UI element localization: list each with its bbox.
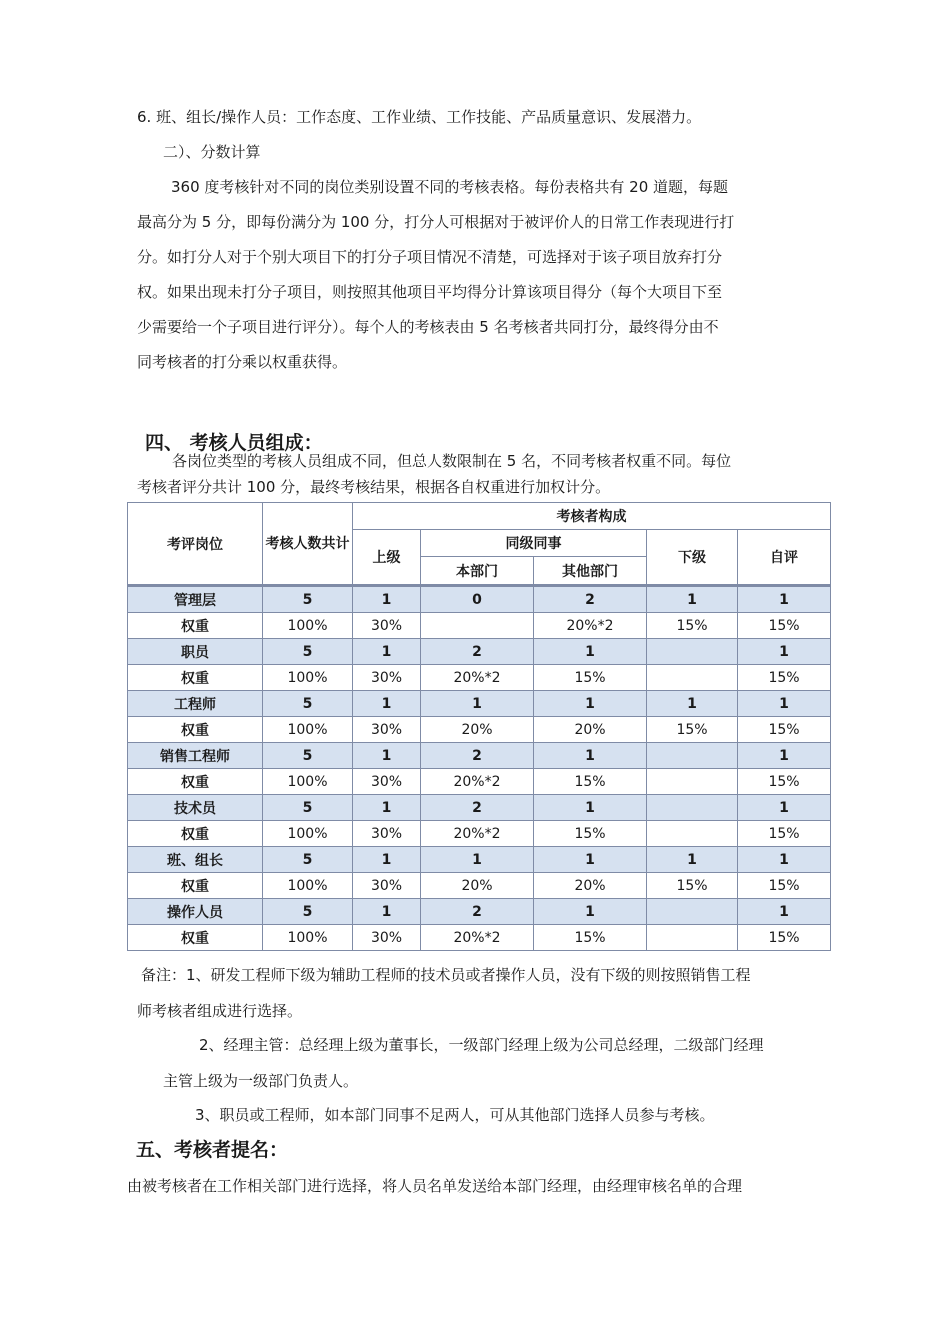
table-cell: 1	[738, 847, 831, 873]
table-cell: 15%	[534, 665, 647, 691]
table-cell: 30%	[353, 821, 421, 847]
note-1: 备注：1、研发工程师下级为辅助工程师的技术员或者操作人员，没有下级的则按照销售工程	[141, 966, 751, 984]
table-cell: 100%	[263, 821, 353, 847]
table-cell: 1	[738, 795, 831, 821]
table-cell: 30%	[353, 873, 421, 899]
table-cell: 100%	[263, 769, 353, 795]
table-cell: 班、组长	[128, 847, 263, 873]
table-row-role	[128, 743, 831, 769]
table-row-role	[128, 847, 831, 873]
table-cell: 20%*2	[421, 821, 534, 847]
table-cell: 1	[534, 691, 647, 717]
table-cell	[647, 769, 738, 795]
table-cell: 2	[421, 743, 534, 769]
table-cell: 权重	[128, 665, 263, 691]
header-self: 自评	[738, 530, 831, 586]
table-cell: 15%	[534, 925, 647, 951]
section-4-desc: 各岗位类型的考核人员组成不同，但总人数限制在 5 名，不同考核者权重不同。每位	[172, 452, 732, 470]
table-row-weight	[128, 925, 831, 951]
table-cell: 操作人员	[128, 899, 263, 925]
table-cell: 职员	[128, 639, 263, 665]
table-cell: 15%	[738, 925, 831, 951]
table-cell: 管理层	[128, 586, 263, 613]
table-cell: 30%	[353, 665, 421, 691]
header-superior: 上级	[353, 530, 421, 586]
note-2: 2、经理主管：总经理上级为董事长，一级部门经理上级为公司总经理，二级部门经理	[199, 1036, 764, 1054]
evaluator-composition-table	[127, 502, 831, 951]
table-cell: 15%	[647, 717, 738, 743]
table-cell: 15%	[738, 665, 831, 691]
note-3: 3、职员或工程师，如本部门同事不足两人，可从其他部门选择人员参与考核。	[195, 1106, 715, 1124]
table-row-weight	[128, 665, 831, 691]
table-cell: 销售工程师	[128, 743, 263, 769]
table-cell: 1	[353, 847, 421, 873]
table-cell: 5	[263, 847, 353, 873]
table-cell: 20%*2	[421, 665, 534, 691]
table-cell: 1	[738, 639, 831, 665]
table-row-role	[128, 691, 831, 717]
section-5-text: 由被考核者在工作相关部门进行选择，将人员名单发送给本部门经理，由经理审核名单的合理	[127, 1177, 743, 1195]
table-cell: 30%	[353, 925, 421, 951]
table-row-role	[128, 639, 831, 665]
table-cell: 1	[353, 795, 421, 821]
table-cell: 1	[534, 899, 647, 925]
table-cell: 2	[534, 586, 647, 613]
table-cell: 1	[353, 691, 421, 717]
table-row-role	[128, 899, 831, 925]
table-cell: 5	[263, 639, 353, 665]
table-cell: 100%	[263, 613, 353, 639]
table-cell: 15%	[647, 613, 738, 639]
table-cell	[647, 925, 738, 951]
table-cell	[647, 639, 738, 665]
para-line: 同考核者的打分乘以权重获得。	[137, 353, 348, 371]
table-cell: 1	[534, 847, 647, 873]
subheading-score-calc: 二）、分数计算	[163, 143, 261, 161]
table-cell: 1	[647, 847, 738, 873]
table-cell: 15%	[534, 769, 647, 795]
note-1-cont: 师考核者组成进行选择。	[137, 1002, 303, 1020]
table-cell: 15%	[738, 613, 831, 639]
table-cell: 20%*2	[421, 925, 534, 951]
note-2-cont: 主管上级为一级部门负责人。	[163, 1072, 359, 1090]
table-cell: 1	[534, 639, 647, 665]
table-cell: 5	[263, 795, 353, 821]
table-cell: 1	[647, 691, 738, 717]
table-cell: 30%	[353, 769, 421, 795]
table-cell	[647, 795, 738, 821]
table-cell: 5	[263, 586, 353, 613]
table-cell: 30%	[353, 613, 421, 639]
table-cell: 权重	[128, 769, 263, 795]
section-4-desc: 考核者评分共计 100 分，最终考核结果，根据各自权重进行加权计分。	[137, 478, 611, 496]
table-cell: 1	[534, 743, 647, 769]
table-cell: 2	[421, 795, 534, 821]
header-peer: 同级同事	[421, 530, 647, 557]
table-cell: 20%*2	[534, 613, 647, 639]
header-group: 考核者构成	[353, 503, 831, 530]
table-row-role	[128, 795, 831, 821]
table-cell	[647, 899, 738, 925]
table-cell: 15%	[534, 821, 647, 847]
header-other-dept: 其他部门	[534, 557, 647, 586]
para-line: 少需要给一个子项目进行评分）。每个人的考核表由 5 名考核者共同打分，最终得分由不	[137, 318, 719, 336]
section-4-title: 四、 考核人员组成：	[145, 432, 323, 454]
table-cell: 权重	[128, 873, 263, 899]
table-cell: 0	[421, 586, 534, 613]
table-cell: 1	[647, 586, 738, 613]
table-cell: 1	[353, 743, 421, 769]
table-cell	[647, 743, 738, 769]
para-line: 360 度考核针对不同的岗位类别设置不同的考核表格。每份表格共有 20 道题，每题	[171, 178, 729, 196]
table-row-role	[128, 586, 831, 613]
table-cell	[421, 613, 534, 639]
table-cell: 权重	[128, 717, 263, 743]
table-cell: 1	[738, 899, 831, 925]
table-cell: 100%	[263, 873, 353, 899]
table-cell: 1	[421, 847, 534, 873]
table-cell: 1	[738, 743, 831, 769]
table-cell: 1	[738, 691, 831, 717]
table-cell: 100%	[263, 925, 353, 951]
para-line: 分。如打分人对于个别大项目下的打分子项目情况不清楚，可选择对于该子项目放弃打分	[137, 248, 723, 266]
item-6: 6. 班、组长/操作人员：工作态度、工作业绩、工作技能、产品质量意识、发展潜力。	[137, 108, 702, 126]
table-cell: 工程师	[128, 691, 263, 717]
table-cell: 20%	[534, 717, 647, 743]
table-cell: 15%	[738, 873, 831, 899]
table-body	[128, 586, 831, 951]
para-line: 权。如果出现未打分子项目，则按照其他项目平均得分计算该项目得分（每个大项目下至	[137, 283, 723, 301]
header-position: 考评岗位	[128, 503, 263, 586]
table-cell: 1	[534, 795, 647, 821]
table-cell: 技术员	[128, 795, 263, 821]
para-line: 最高分为 5 分，即每份满分为 100 分，打分人可根据对于被评价人的日常工作表现进行打	[137, 213, 735, 231]
table-cell: 1	[353, 899, 421, 925]
table-cell: 15%	[738, 769, 831, 795]
table-cell	[647, 665, 738, 691]
table-cell: 20%	[421, 717, 534, 743]
header-total: 考核人数共计	[263, 503, 353, 586]
table-cell: 1	[353, 586, 421, 613]
table-cell: 20%*2	[421, 769, 534, 795]
table-cell: 权重	[128, 821, 263, 847]
table-cell: 1	[738, 586, 831, 613]
table-cell: 2	[421, 639, 534, 665]
section-5-title: 五、考核者提名：	[136, 1139, 289, 1161]
table-cell: 20%	[421, 873, 534, 899]
table-cell: 5	[263, 899, 353, 925]
table-cell: 20%	[534, 873, 647, 899]
table-cell: 权重	[128, 613, 263, 639]
table-cell: 30%	[353, 717, 421, 743]
table-cell: 15%	[738, 821, 831, 847]
table-row-weight	[128, 769, 831, 795]
table-cell: 5	[263, 691, 353, 717]
table-row-weight	[128, 717, 831, 743]
table-row-weight	[128, 613, 831, 639]
table-cell: 1	[353, 639, 421, 665]
table-row-weight	[128, 873, 831, 899]
table-cell: 15%	[738, 717, 831, 743]
table-cell: 100%	[263, 665, 353, 691]
table-cell: 1	[421, 691, 534, 717]
table-cell: 100%	[263, 717, 353, 743]
table-cell: 权重	[128, 925, 263, 951]
table-cell	[647, 821, 738, 847]
table-cell: 2	[421, 899, 534, 925]
table-cell: 15%	[647, 873, 738, 899]
table-cell: 5	[263, 743, 353, 769]
table-row-weight	[128, 821, 831, 847]
header-subordinate: 下级	[647, 530, 738, 586]
header-same-dept: 本部门	[421, 557, 534, 586]
